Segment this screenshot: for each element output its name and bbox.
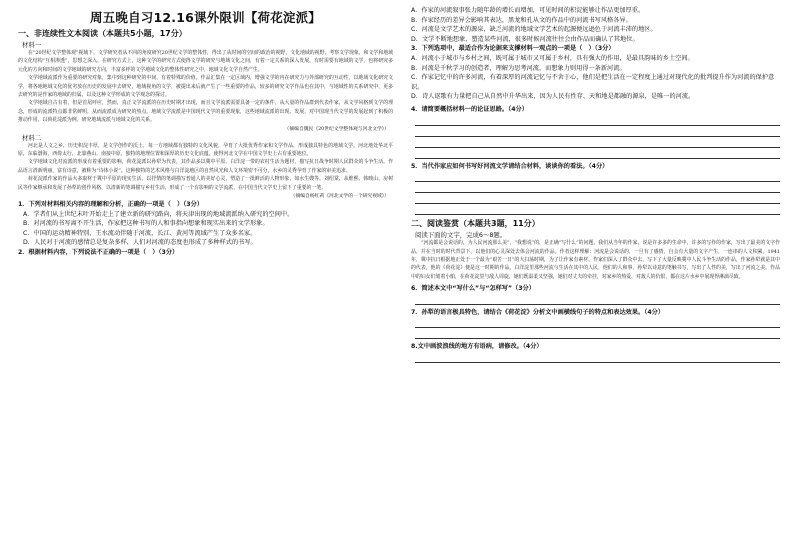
answer-line[interactable]	[415, 171, 780, 182]
page-title: 周五晚自习12.16课外限训【荷花淀派】	[89, 10, 322, 25]
material1-source: （摘编自魏民《20世纪文学整体观与河北文学》）	[284, 126, 389, 132]
question-7-stem: 7．孙犁的语言极具特色，请结合《荷花淀》分析文中画横线句子的特点和表达效果。（4分）	[411, 308, 665, 316]
question-3-option-b: B．河流是千秋学习的创造者，理解为思考河流，而想象力则用得一条新河流。	[411, 64, 626, 72]
answer-line[interactable]	[415, 182, 780, 193]
section2-instruction: 阅读下面的文字，完成6～8题。	[415, 231, 507, 240]
material2-label: 材料二	[22, 133, 42, 142]
question-4-stem: 4．请简要概括材料一的论证思路。（4分）	[411, 105, 528, 113]
answer-line[interactable]	[415, 352, 780, 363]
material1-paragraph: 文学地域流派作为重要的研究对象，集中到这种研究的中间，有着特殊的价值。作品汇集在一定区域内，增强文学的内在研究力与外部研究的互动性，以地域文化研究文学，将各地地域文化的优劣放在历史的发展中去研究，地域视角的文学，被提出来后就产生了一些重要的作品，较多的研究文学作品也在其中，与地域性的关系研究中，更多去研究的是作家的地域的归属，以及这种文学形成的文学观念的探讨。	[18, 75, 393, 99]
answer-line[interactable]	[415, 126, 780, 137]
question-3-option-d: D．诗人讴歌有力量把自己从自然中升华出来，因为人民有性存、天和地是都融的源泉，是唯一的河流。	[411, 93, 695, 101]
question-1-option-d: D．人民对于河流的感情总是复杂多样，人们对河流的态度也形成了多种样式的书写。	[23, 239, 257, 247]
material1-paragraph: 在“20世纪文学整体观”视域下，文学研究者从不同的角度研究20世纪文学的整体性，得出了从时间的空间的政治的视野，文化地域的视野，考察文学现象，和文学和地域的文化结构“互相渗透”，思想之深入，在研究方式上，这种文学的研究方式使得文学的研究与地域文化之间，有着一定关系的深入发展，有时需要有地域的文学，也将研究多元化的方向和时间的文学地域的研究方向，丰富多样的文学地域文化的整体性研究之中，地域文化文学自然产生。	[18, 50, 393, 73]
question-1-option-c: C．中国的运动精神特别，王水流动伴随于河流，长江、黄河等流域产生了众多名家。	[23, 229, 257, 237]
question-1-option-a: A．学者们从上世纪末叶开始走上了建立新的研究路向，将天津出现的地域流派纳入研究的空间中。	[23, 210, 294, 218]
question-3-option-c: C．作家记忆中的许多河流，有着深厚的河流记忆与不舍于心，他们是把生活在一定程度上通过对现代化的批判提升作为河流的保护意识。	[411, 74, 775, 91]
section2-heading: 二、阅读鉴赏（本题共3题，11分）	[411, 219, 540, 229]
question-2-stem: 2．根据材料内容，下列说法不正确的一项是（ ）（3分）	[18, 249, 179, 257]
question-8-stem: 8.文中画波浪线的地方有语病，请修改。（4分）	[411, 343, 543, 351]
material1-paragraph: 文学地域自古有着，但是首尾呼应，然而，真正文学流派的在历史时期才出现，而且文学流派需要具备一定的条件，从大量的作品群到代表作家，从文学风格到文学的理念，形成的流派特点都非常鲜明，从而流派成为研究的热点。地域文学流派是中国现代文学的重要现象，这些地域流派的出现、发展，对中国现当代文学的发展起到了积极的推动作用，以荷花淀派为例，研究地域流派与地域文化的关系。	[18, 100, 393, 124]
answer-line[interactable]	[415, 317, 780, 328]
question-5-stem: 5．当代作家应如何书写好河流文学请结合材料，谈谈你的看法。（4分）	[411, 162, 609, 170]
question-2-option-c: C．河流是文学艺术的源泉，缺乏河流的地域文学艺术的起源便远逊色于河流丰沛的地区。	[411, 26, 657, 34]
section1-heading: 一、非连续性文本阅读（本题共5小题，17分）	[18, 29, 187, 38]
answer-line[interactable]	[415, 137, 780, 148]
answer-line[interactable]	[415, 193, 780, 204]
section2-passage: “河流都是会说话的，为人民河流那么美”，“我想说”的，是正确“写什么”的问题。我们从当年的作家，说是许多多的生命中，许多的写作的作家，写出了最美的文字作品，并在当时的时代背景下，以他们的心灵深处去体会河流的作品。作者这样理解：河流是会说话的，一旦有了感情，自会有大量的文字产生，一连串的人文积累。1941年，冀中抗日根据地正处于一个最为“艰苦一日”的大扫荡时期，为了让作家有素材，作家们深入了群众中去，写下了大量反映冀中人民斗争生活的作品，作家孙犁就是其中的代表，他的《荷花淀》便是这一时期的作品。白洋淀里那些河流与生活在其中的人民，他们的人和事，孙犁以诗意的笔触书写，写出了人性的美，写出了河流之美。作品中的妇女们划着小船，在荷花淀里与敌人周旋，她们既温柔又坚强，她们对丈夫的牵挂，对家乡的热爱，对敌人的仇恨，都在这片水乡中展现得淋漓尽致。	[411, 240, 780, 280]
question-3-stem: 3．下列选项中，最适合作为论据来支撑材料一观点的一项是（ ）（3分）	[411, 45, 615, 53]
question-1-option-b: B．对河流的书写离不开生活，作家把这种书写的人和事指向想象和现实出来的文学形象。	[23, 220, 269, 228]
question-2-option-b: B．作家经历的差异会影响其表达，黑龙和孔从文的作品中的河流书写风格各异。	[411, 16, 632, 24]
question-1-stem: 1．下列对材料相关内容的理解和分析，正确的一项是（ ）（3分）	[18, 201, 203, 209]
answer-line[interactable]	[415, 204, 780, 215]
question-6-stem: 6．简述本文中“写什么”与“怎样写”（3分）	[411, 285, 535, 293]
material2-paragraph: 荷花淀派作家的作品大多取材于冀中平原的现实生活，以抒情的笔调描写普通人的美好心灵，塑造了一批鲜活的人物形象，如水生嫂等。刘绍棠、从维熙、韩映山、房树民等作家继承和发展了孙犁的创作风格，以清新的笔调描写乡村生活，形成了一个有影响的文学流派，在中国当代文学史上留下了重要的一笔。	[18, 176, 393, 191]
material2-paragraph: 文学地域文化对流派的形成有着重要的影响，荷花淀派以孙犁为代表，其作品多以冀中平原、白洋淀一带的农村生活为题材，描写抗日战争时期人民群众的斗争生活。作品语言清新明丽，富有诗意，被称为“诗体小说”。这种独特的艺术风格与白洋淀地区的自然风光和人文环境密不可分，水乡的灵秀孕育了作家的审美追求。	[18, 159, 393, 174]
answer-line[interactable]	[415, 328, 780, 339]
question-2-option-a: A．作家的河流叙事张力随年龄的增长而增加，可见时间的积淀能够让作品更加厚重。	[411, 7, 645, 14]
material1-label: 材料一	[22, 41, 42, 49]
question-3-option-a: A．河流小于城市与乡村之间，既可属于城市又可属于乡村，具有强大的作用，是最具韵味的乡土空间。	[411, 54, 694, 62]
answer-line[interactable]	[415, 115, 780, 126]
material2-source: （摘编自杨红莉《河北文学的一个研究视域》）	[290, 194, 389, 200]
answer-line[interactable]	[415, 294, 780, 305]
right-column	[401, 0, 794, 560]
material2-paragraph: 河北是人文之乡，历史积淀丰厚，是文学创作的沃土，每一方地域都有独特的文化风貌，孕育了大批优秀作家和文学作品，形成独具特色的地域文学。河北地处华北平原，东临渤海，西倚太行，北靠燕山，南接中原，独特的地理位置和深厚的历史文化底蕴，使得河北文学在中国文学史上占有重要地位。	[18, 142, 393, 158]
question-2-option-d: D．文学不断地想象、塑造某些河流，很多时候河流往往会由作品而确认了其地位。	[411, 35, 639, 43]
answer-line[interactable]	[415, 148, 780, 159]
